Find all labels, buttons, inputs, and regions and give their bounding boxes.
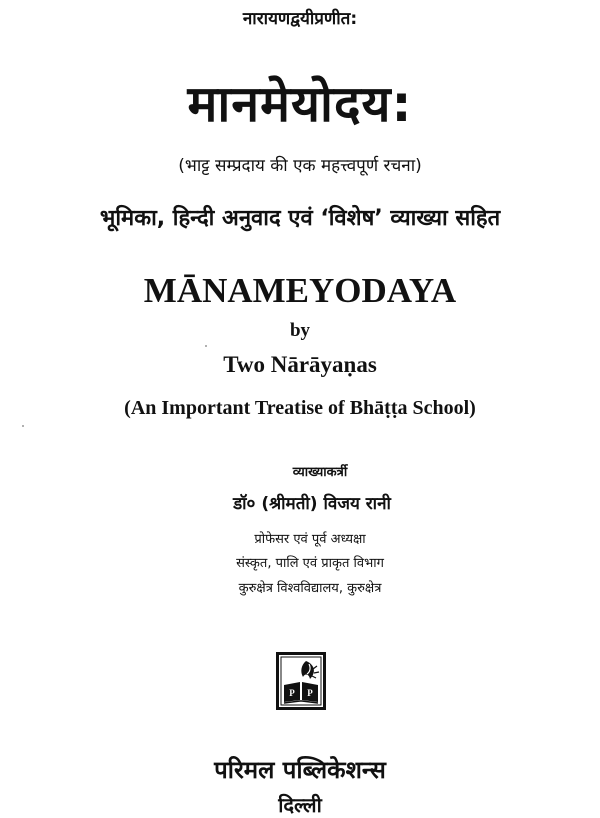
english-authors: Two Nārāyaṇas <box>223 352 377 377</box>
commentator-name: डॉ० (श्रीमती) विजय रानी <box>233 494 391 514</box>
publisher-logo-icon <box>276 652 326 710</box>
commentator-label: व्याख्याकर्त्री <box>292 465 348 480</box>
affiliation-line: कुरुक्षेत्र विश्वविद्यालय, कुरुक्षेत्र <box>238 581 382 596</box>
publisher-name: परिमल पब्लिकेशन्स <box>214 756 386 784</box>
scan-speck <box>22 425 24 427</box>
svg-text:P: P <box>307 688 313 698</box>
english-by: by <box>289 320 311 341</box>
sanskrit-authors-line: नारायणद्वयीप्रणीत: <box>242 9 358 29</box>
english-description: (An Important Treatise of Bhāṭṭa School) <box>124 397 476 419</box>
english-title: MĀNAMEYODAYA <box>143 271 457 310</box>
affiliation-line: संस्कृत, पालि एवं प्राकृत विभाग <box>236 556 384 571</box>
svg-text:P: P <box>289 688 295 698</box>
hindi-subtitle: (भाट्ट सम्प्रदाय की एक महत्त्वपूर्ण रचना) <box>178 156 422 176</box>
scan-speck <box>205 345 207 347</box>
edition-note: भूमिका, हिन्दी अनुवाद एवं ‘विशेष’ व्याख्या सहित <box>99 206 501 231</box>
publisher-city: दिल्ली <box>278 793 322 817</box>
affiliation-line: प्रोफेसर एवं पूर्व अध्यक्षा <box>254 532 366 547</box>
devanagari-title: मानमेयोदय: <box>187 75 413 133</box>
